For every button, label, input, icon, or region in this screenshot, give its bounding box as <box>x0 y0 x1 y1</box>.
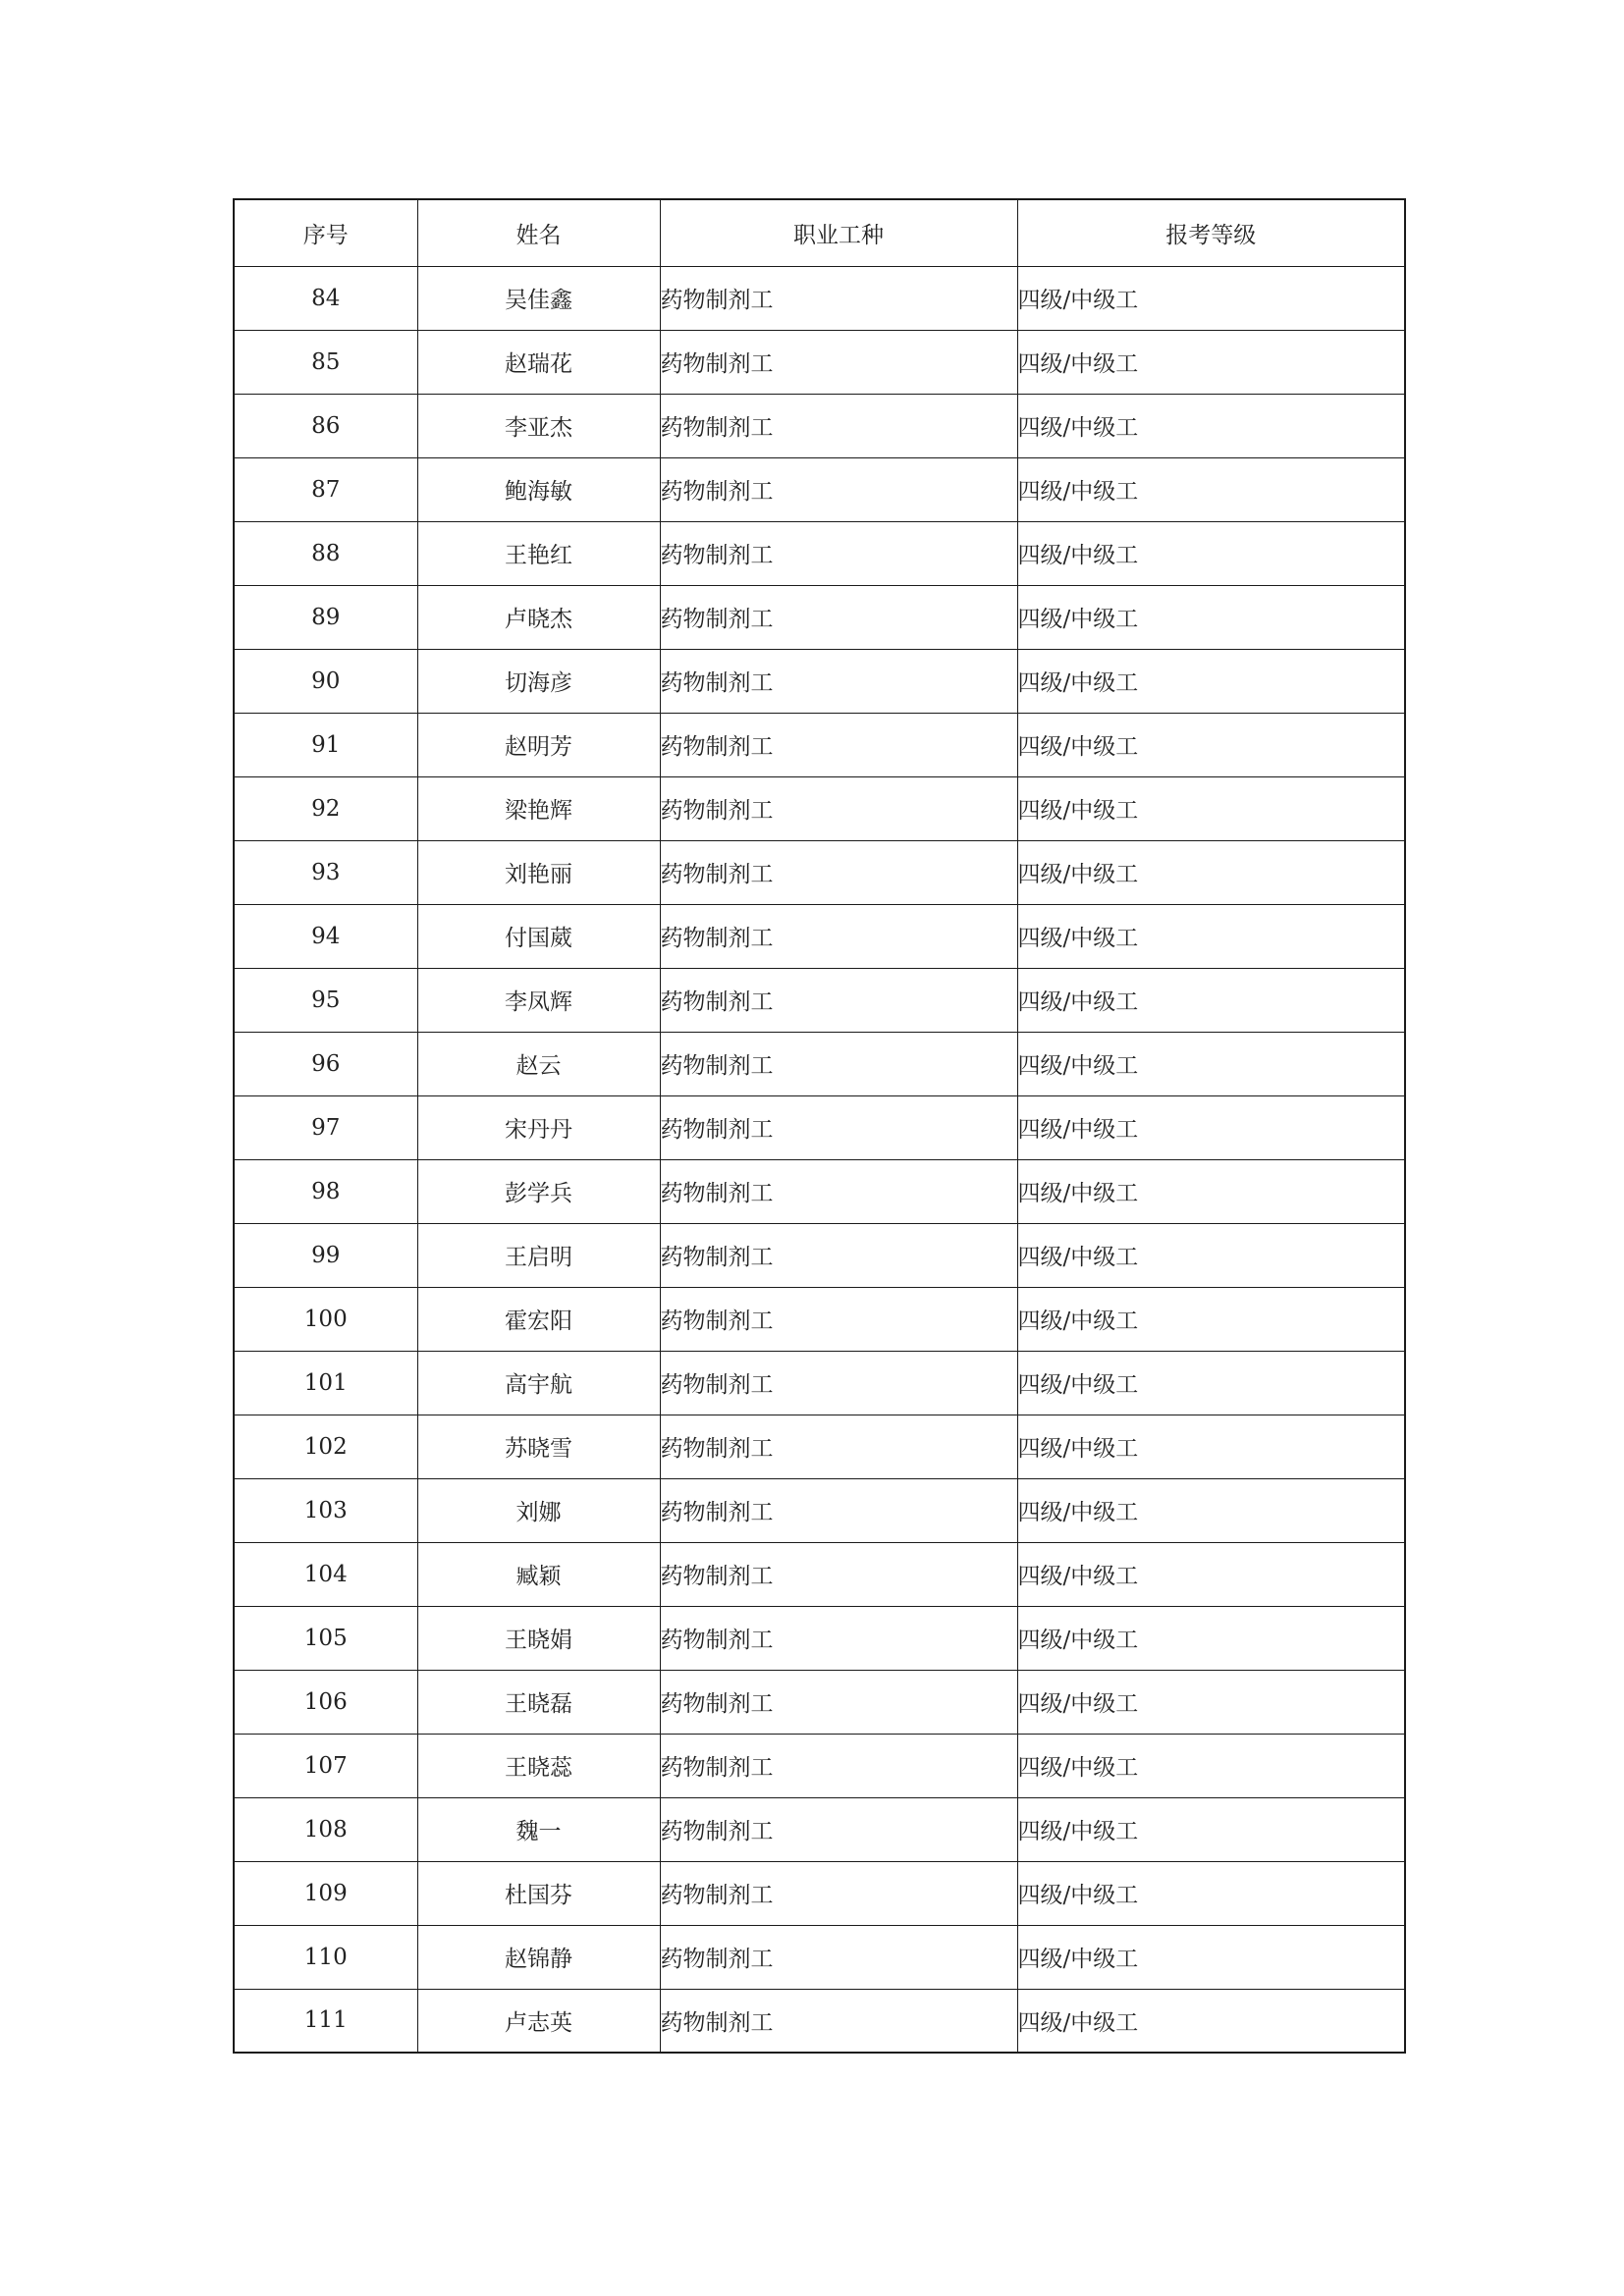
exam-level-cell: 四级/中级工 <box>1017 1095 1405 1159</box>
table-header <box>234 199 1405 266</box>
table-row <box>234 776 1405 840</box>
exam-level-cell: 四级/中级工 <box>1017 1542 1405 1606</box>
exam-level-cell: 四级/中级工 <box>1017 968 1405 1032</box>
occupation-cell: 药物制剂工 <box>660 713 1017 776</box>
exam-level-cell: 四级/中级工 <box>1017 1351 1405 1415</box>
name-cell: 吴佳鑫 <box>417 266 660 330</box>
exam-level-cell: 四级/中级工 <box>1017 1287 1405 1351</box>
serial-number-cell: 93 <box>234 840 417 904</box>
occupation-cell: 药物制剂工 <box>660 521 1017 585</box>
name-cell: 王晓娟 <box>417 1606 660 1670</box>
name-cell: 李亚杰 <box>417 394 660 457</box>
serial-number-cell: 108 <box>234 1797 417 1861</box>
name-cell: 苏晓雪 <box>417 1415 660 1478</box>
name-cell: 付国葳 <box>417 904 660 968</box>
table-row <box>234 266 1405 330</box>
serial-number-cell: 97 <box>234 1095 417 1159</box>
serial-number-cell: 91 <box>234 713 417 776</box>
exam-level-cell: 四级/中级工 <box>1017 713 1405 776</box>
serial-number-cell: 85 <box>234 330 417 394</box>
name-cell: 宋丹丹 <box>417 1095 660 1159</box>
table-row <box>234 1861 1405 1925</box>
occupation-cell: 药物制剂工 <box>660 1287 1017 1351</box>
name-cell: 魏一 <box>417 1797 660 1861</box>
name-cell: 鲍海敏 <box>417 457 660 521</box>
exam-level-cell: 四级/中级工 <box>1017 1670 1405 1734</box>
serial-number-cell: 96 <box>234 1032 417 1095</box>
name-cell: 刘艳丽 <box>417 840 660 904</box>
exam-level-cell: 四级/中级工 <box>1017 1861 1405 1925</box>
header-exam-level: 报考等级 <box>1017 199 1405 266</box>
exam-level-cell: 四级/中级工 <box>1017 840 1405 904</box>
name-cell: 梁艳辉 <box>417 776 660 840</box>
occupation-cell: 药物制剂工 <box>660 968 1017 1032</box>
table-row <box>234 713 1405 776</box>
exam-level-cell: 四级/中级工 <box>1017 330 1405 394</box>
name-cell: 王晓蕊 <box>417 1734 660 1797</box>
exam-level-cell: 四级/中级工 <box>1017 1606 1405 1670</box>
name-cell: 王晓磊 <box>417 1670 660 1734</box>
serial-number-cell: 99 <box>234 1223 417 1287</box>
name-cell: 切海彦 <box>417 649 660 713</box>
occupation-cell: 药物制剂工 <box>660 394 1017 457</box>
table-row <box>234 1032 1405 1095</box>
exam-level-cell: 四级/中级工 <box>1017 457 1405 521</box>
serial-number-cell: 95 <box>234 968 417 1032</box>
table-body <box>234 266 1405 2053</box>
table-row <box>234 1478 1405 1542</box>
name-cell: 刘娜 <box>417 1478 660 1542</box>
serial-number-cell: 102 <box>234 1415 417 1478</box>
table-row <box>234 521 1405 585</box>
serial-number-cell: 100 <box>234 1287 417 1351</box>
name-cell: 赵瑞花 <box>417 330 660 394</box>
serial-number-cell: 89 <box>234 585 417 649</box>
occupation-cell: 药物制剂工 <box>660 1415 1017 1478</box>
exam-level-cell: 四级/中级工 <box>1017 776 1405 840</box>
table-row <box>234 1542 1405 1606</box>
table-row <box>234 1925 1405 1989</box>
serial-number-cell: 111 <box>234 1989 417 2053</box>
serial-number-cell: 87 <box>234 457 417 521</box>
name-cell: 杜国芬 <box>417 1861 660 1925</box>
serial-number-cell: 109 <box>234 1861 417 1925</box>
table-row <box>234 1670 1405 1734</box>
occupation-cell: 药物制剂工 <box>660 1989 1017 2053</box>
serial-number-cell: 107 <box>234 1734 417 1797</box>
table-row <box>234 840 1405 904</box>
exam-level-cell: 四级/中级工 <box>1017 1734 1405 1797</box>
exam-level-cell: 四级/中级工 <box>1017 394 1405 457</box>
table-row <box>234 1734 1405 1797</box>
serial-number-cell: 90 <box>234 649 417 713</box>
exam-level-cell: 四级/中级工 <box>1017 266 1405 330</box>
name-cell: 王启明 <box>417 1223 660 1287</box>
name-cell: 卢晓杰 <box>417 585 660 649</box>
occupation-cell: 药物制剂工 <box>660 649 1017 713</box>
exam-level-cell: 四级/中级工 <box>1017 585 1405 649</box>
table-row <box>234 585 1405 649</box>
table-row <box>234 1351 1405 1415</box>
serial-number-cell: 94 <box>234 904 417 968</box>
table-row <box>234 1159 1405 1223</box>
name-cell: 高宇航 <box>417 1351 660 1415</box>
name-cell: 霍宏阳 <box>417 1287 660 1351</box>
occupation-cell: 药物制剂工 <box>660 585 1017 649</box>
table-row <box>234 394 1405 457</box>
table-row <box>234 968 1405 1032</box>
table-row <box>234 649 1405 713</box>
name-cell: 王艳红 <box>417 521 660 585</box>
table-row <box>234 1095 1405 1159</box>
table-row <box>234 1606 1405 1670</box>
exam-level-cell: 四级/中级工 <box>1017 1415 1405 1478</box>
table-row <box>234 1415 1405 1478</box>
occupation-cell: 药物制剂工 <box>660 1542 1017 1606</box>
occupation-cell: 药物制剂工 <box>660 1606 1017 1670</box>
header-serial-number: 序号 <box>234 199 417 266</box>
occupation-cell: 药物制剂工 <box>660 457 1017 521</box>
occupation-cell: 药物制剂工 <box>660 1797 1017 1861</box>
table-row <box>234 1287 1405 1351</box>
occupation-cell: 药物制剂工 <box>660 266 1017 330</box>
occupation-cell: 药物制剂工 <box>660 904 1017 968</box>
occupation-cell: 药物制剂工 <box>660 1734 1017 1797</box>
header-row <box>234 199 1405 266</box>
table-row <box>234 1989 1405 2053</box>
name-cell: 赵锦静 <box>417 1925 660 1989</box>
occupation-cell: 药物制剂工 <box>660 1861 1017 1925</box>
header-occupation: 职业工种 <box>660 199 1017 266</box>
serial-number-cell: 105 <box>234 1606 417 1670</box>
table-row <box>234 457 1405 521</box>
exam-level-cell: 四级/中级工 <box>1017 1925 1405 1989</box>
occupation-cell: 药物制剂工 <box>660 1925 1017 1989</box>
occupation-cell: 药物制剂工 <box>660 1032 1017 1095</box>
serial-number-cell: 104 <box>234 1542 417 1606</box>
serial-number-cell: 98 <box>234 1159 417 1223</box>
serial-number-cell: 106 <box>234 1670 417 1734</box>
occupation-cell: 药物制剂工 <box>660 1351 1017 1415</box>
table-row <box>234 904 1405 968</box>
serial-number-cell: 103 <box>234 1478 417 1542</box>
serial-number-cell: 110 <box>234 1925 417 1989</box>
occupation-cell: 药物制剂工 <box>660 1095 1017 1159</box>
occupation-cell: 药物制剂工 <box>660 1478 1017 1542</box>
occupation-cell: 药物制剂工 <box>660 1223 1017 1287</box>
header-name: 姓名 <box>417 199 660 266</box>
serial-number-cell: 101 <box>234 1351 417 1415</box>
serial-number-cell: 84 <box>234 266 417 330</box>
serial-number-cell: 86 <box>234 394 417 457</box>
occupation-cell: 药物制剂工 <box>660 840 1017 904</box>
name-cell: 臧颖 <box>417 1542 660 1606</box>
exam-level-cell: 四级/中级工 <box>1017 1989 1405 2053</box>
name-cell: 李凤辉 <box>417 968 660 1032</box>
occupation-cell: 药物制剂工 <box>660 776 1017 840</box>
name-cell: 赵云 <box>417 1032 660 1095</box>
exam-level-cell: 四级/中级工 <box>1017 1797 1405 1861</box>
roster-table <box>233 198 1406 2054</box>
name-cell: 彭学兵 <box>417 1159 660 1223</box>
exam-level-cell: 四级/中级工 <box>1017 1478 1405 1542</box>
exam-level-cell: 四级/中级工 <box>1017 1159 1405 1223</box>
table-row <box>234 1797 1405 1861</box>
name-cell: 赵明芳 <box>417 713 660 776</box>
exam-level-cell: 四级/中级工 <box>1017 649 1405 713</box>
name-cell: 卢志英 <box>417 1989 660 2053</box>
occupation-cell: 药物制剂工 <box>660 1670 1017 1734</box>
exam-level-cell: 四级/中级工 <box>1017 521 1405 585</box>
table-row <box>234 330 1405 394</box>
exam-level-cell: 四级/中级工 <box>1017 1032 1405 1095</box>
exam-level-cell: 四级/中级工 <box>1017 1223 1405 1287</box>
serial-number-cell: 88 <box>234 521 417 585</box>
occupation-cell: 药物制剂工 <box>660 330 1017 394</box>
occupation-cell: 药物制剂工 <box>660 1159 1017 1223</box>
serial-number-cell: 92 <box>234 776 417 840</box>
exam-level-cell: 四级/中级工 <box>1017 904 1405 968</box>
table-row <box>234 1223 1405 1287</box>
